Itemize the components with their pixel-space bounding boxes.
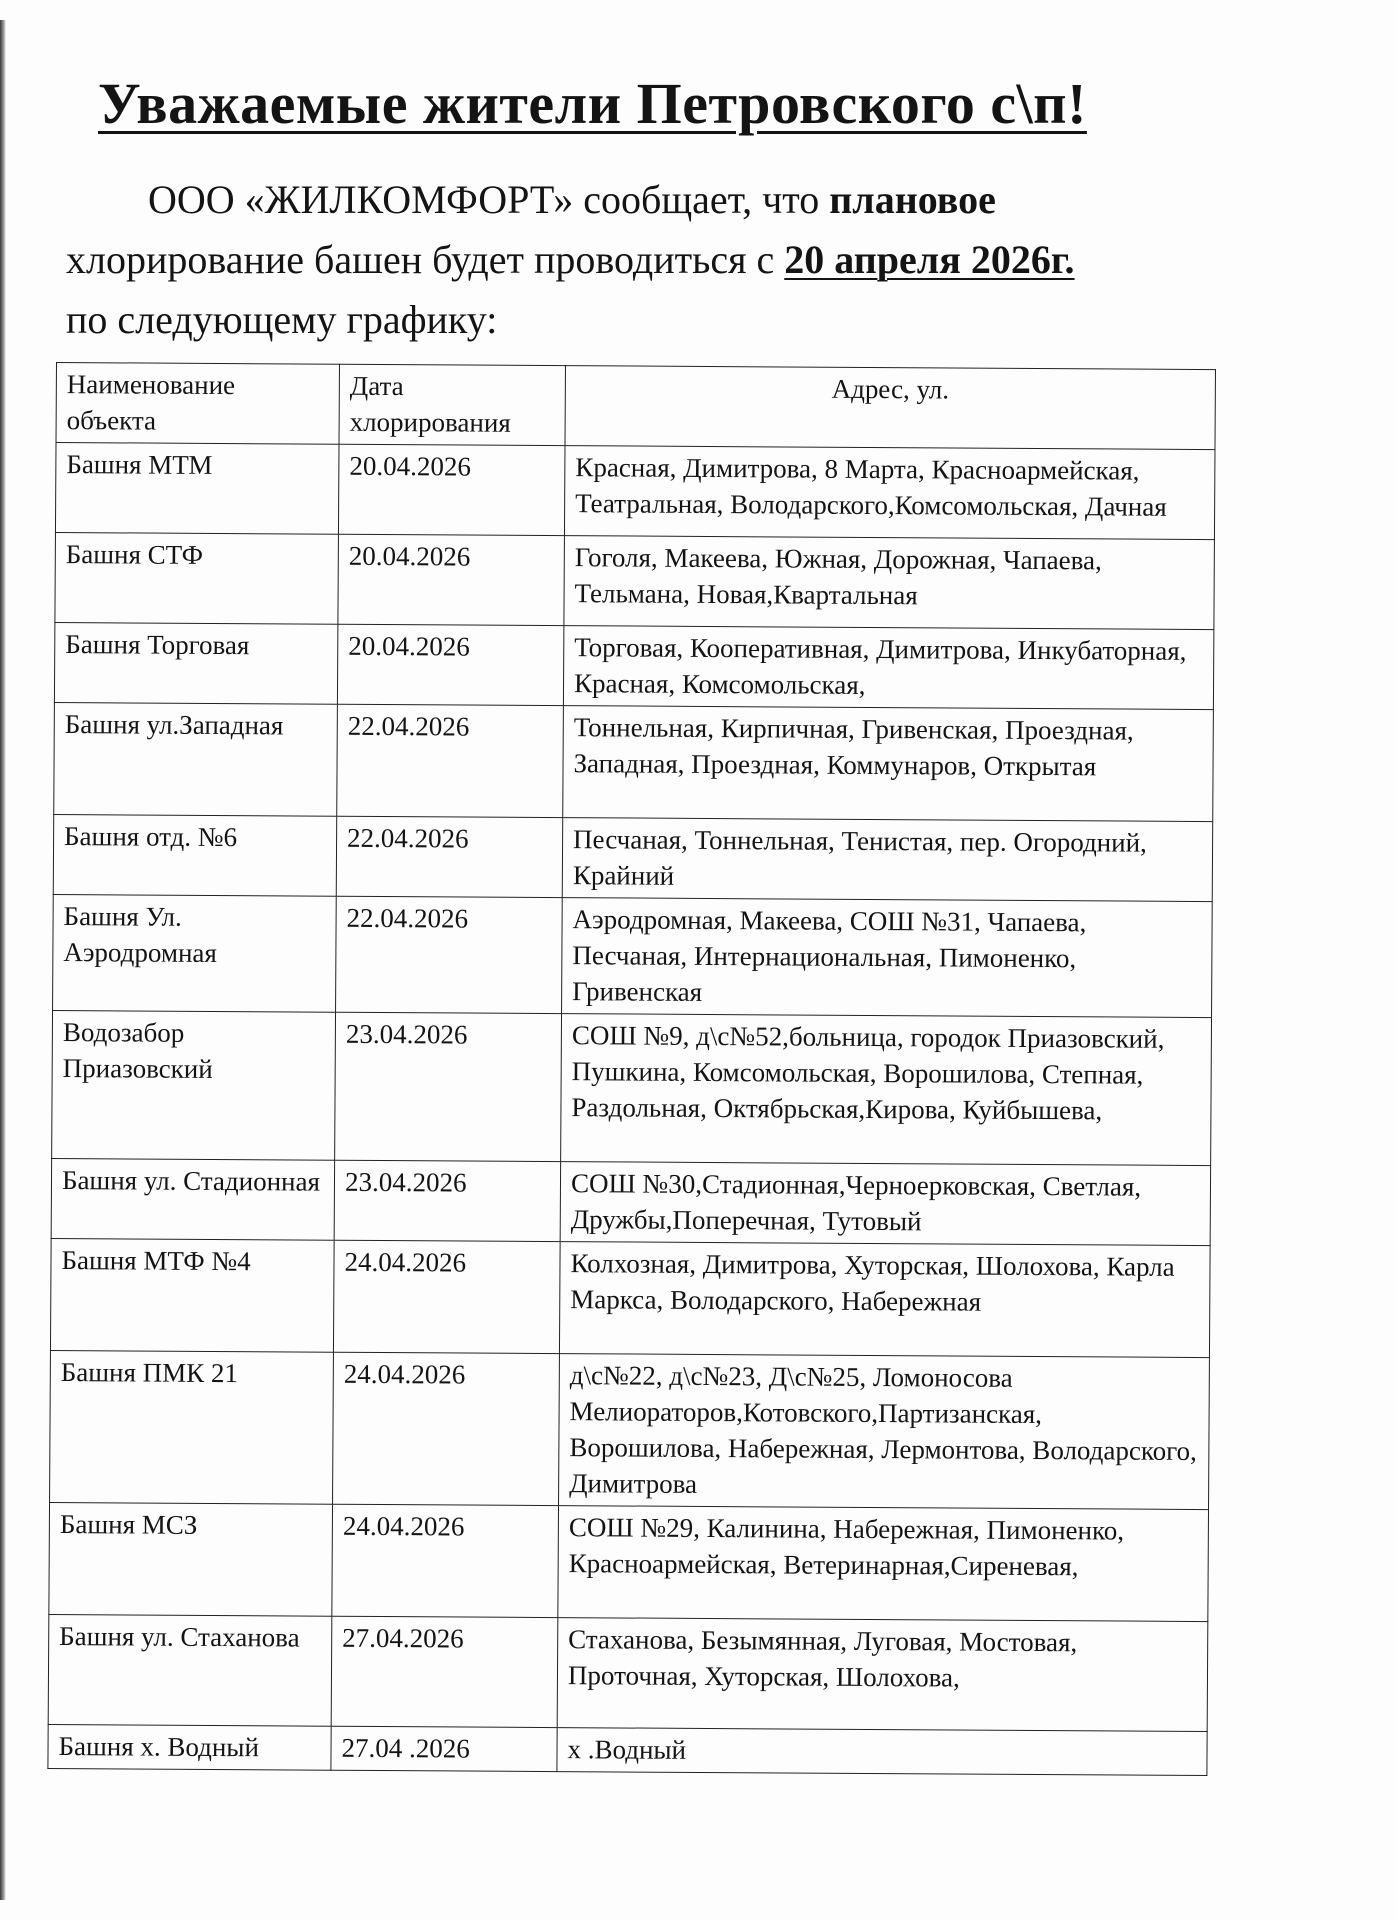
address-cell: СОШ №29, Калинина, Набережная, Пимоненко, Красноармейская, Ветеринарная,Сиреневая,: [558, 1506, 1209, 1622]
address-cell: Торговая, Кооперативная, Димитрова, Инкубаторная, Красная, Комсомольская,: [563, 626, 1213, 710]
table-row: [48, 1724, 1207, 1775]
object-name-cell: Башня СТФ: [55, 532, 339, 624]
address-cell: СОШ №30,Стадионная,Черноерковская, Светлая, Дружбы,Поперечная, Тутовый: [560, 1162, 1210, 1246]
address-cell: Колхозная, Димитрова, Хуторская, Шолохова, Карла Маркса, Володарского, Набережная: [559, 1242, 1210, 1358]
table-row: [53, 814, 1212, 901]
address-cell: Песчаная, Тоннельная, Тенистая, пер. Огородний, Крайний: [562, 818, 1212, 902]
intro-bold-planned: плановое: [829, 177, 996, 222]
date-cell: 23.04.2026: [335, 1012, 562, 1161]
table-row: [51, 1158, 1210, 1245]
object-name-cell: Башня Торговая: [54, 622, 337, 704]
date-cell: 22.04.2026: [337, 704, 564, 817]
address-cell: Стаханова, Безымянная, Луговая, Мостовая, Проточная, Хуторская, Шолохова,: [557, 1618, 1208, 1732]
date-cell: 20.04.2026: [338, 444, 565, 535]
object-name-cell: Башня ул.Западная: [54, 702, 338, 816]
notice-intro: [66, 170, 1266, 350]
table-row: [55, 443, 1215, 540]
notice-title: Уважаемые жители Петровского с\п!: [98, 71, 1087, 136]
address-cell: СОШ №9, д\с№52,больница, городок Приазовский, Пушкина, Комсомольская, Ворошилова, Степная, Раздольная, Октябрьская,Кирова, Куйбышева,: [561, 1014, 1212, 1166]
object-name-cell: Башня Ул. Аэродромная: [53, 894, 337, 1012]
address-cell: х .Водный: [557, 1728, 1207, 1776]
table-row: [52, 1010, 1212, 1165]
table-row: [49, 1502, 1209, 1621]
object-name-cell: Башня МСЗ: [49, 1502, 333, 1616]
date-cell: 27.04 .2026: [331, 1726, 557, 1771]
object-name-cell: Башня ул. Стаханова: [48, 1614, 332, 1726]
table-row: [54, 622, 1213, 709]
address-cell: Гоголя, Макеева, Южная, Дорожная, Чапаева, Тельмана, Новая,Квартальная: [564, 536, 1215, 630]
intro-part-1: ООО «ЖИЛКОМФОРТ» сообщает, что: [148, 177, 830, 222]
table-row: [48, 1614, 1208, 1731]
date-cell: 23.04.2026: [334, 1160, 560, 1241]
date-cell: 24.04.2026: [332, 1504, 559, 1617]
object-name-cell: Башня ПМК 21: [50, 1350, 334, 1504]
intro-part-2: хлорирование башен будет проводиться с: [66, 237, 785, 282]
object-name-cell: Башня х. Водный: [48, 1724, 331, 1770]
header-object-name: Наименование объекта: [56, 363, 339, 445]
intro-part-3: по следующему графику:: [66, 297, 498, 342]
date-cell: 20.04.2026: [338, 534, 565, 625]
object-name-cell: Башня МТМ: [55, 443, 339, 535]
address-cell: Аэродромная, Макеева, СОШ №31, Чапаева, Песчаная, Интернациональная, Пимоненко, Гривенская: [562, 898, 1213, 1018]
intro-start-date: 20 апреля 2026г.: [784, 237, 1075, 282]
address-cell: Тоннельная, Кирпичная, Гривенская, Проездная, Западная, Проездная, Коммунаров, Открытая: [563, 706, 1214, 822]
object-name-cell: Башня ул. Стадионная: [51, 1158, 334, 1240]
date-cell: 27.04.2026: [331, 1616, 558, 1727]
address-cell: д\с№22, д\с№23, Д\с№25, Ломоносова Мелиораторов,Котовского,Партизанская, Ворошилова, Набережная, Лермонтова, Володарского, Димитрова: [559, 1354, 1210, 1510]
date-cell: 24.04.2026: [333, 1240, 560, 1353]
table-row: [55, 532, 1215, 629]
table-row: [50, 1350, 1210, 1509]
scan-edge-shadow: [0, 20, 6, 1900]
date-cell: 22.04.2026: [336, 816, 562, 897]
header-chlorination-date: Дата хлорирования: [339, 364, 565, 445]
address-cell: Красная, Димитрова, 8 Марта, Красноармейская, Театральная, Володарского,Комсомольская, Дачная: [564, 446, 1215, 540]
date-cell: 24.04.2026: [333, 1352, 560, 1505]
table-header-row: [56, 363, 1215, 450]
object-name-cell: Башня МТФ №4: [50, 1238, 334, 1352]
table-row: [50, 1238, 1210, 1357]
chlorination-schedule-table: [47, 362, 1216, 1776]
table-body: [48, 443, 1215, 1776]
table-row: [53, 894, 1213, 1017]
object-name-cell: Башня отд. №6: [53, 814, 336, 896]
header-address: Адрес, ул.: [565, 366, 1215, 450]
object-name-cell: Водозабор Приазовский: [52, 1010, 336, 1160]
date-cell: 20.04.2026: [337, 624, 563, 705]
date-cell: 22.04.2026: [336, 896, 563, 1013]
table-row: [54, 702, 1214, 821]
